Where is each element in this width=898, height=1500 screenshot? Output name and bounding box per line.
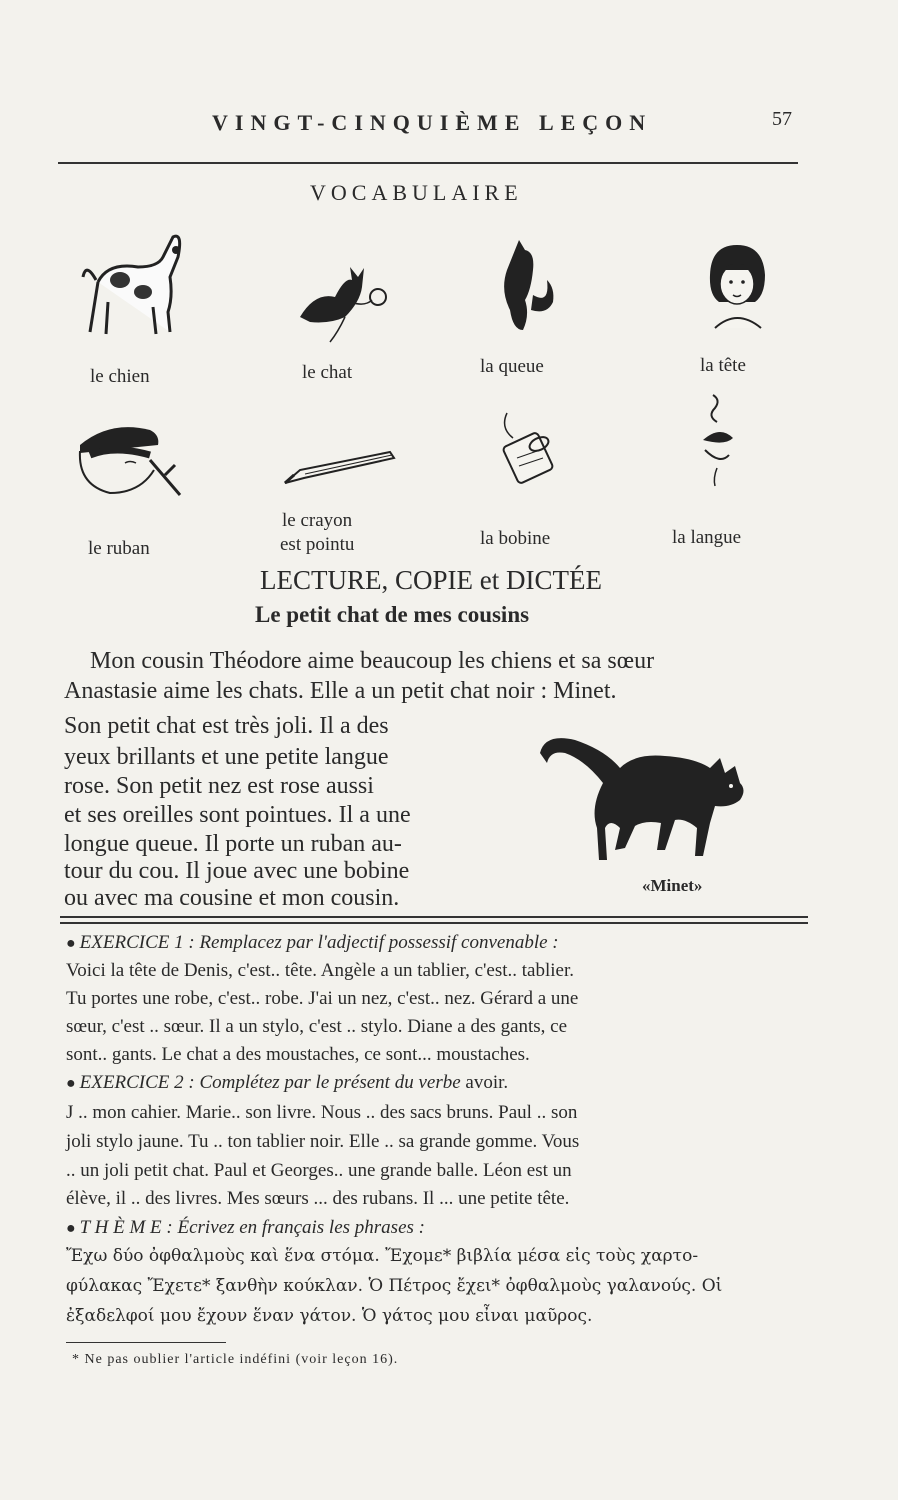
- section-rule-top: [60, 916, 808, 918]
- story-line: ou avec ma cousine et mon cousin.: [64, 885, 400, 911]
- spool-illustration: [495, 408, 565, 493]
- vocab-label-langue: la langue: [672, 527, 742, 548]
- story-line: Son petit chat est très joli. Il a des: [64, 713, 389, 739]
- exercise-1-line: Tu portes une robe, c'est.. robe. J'ai un nez, c'est.. nez. Gérard a une: [66, 988, 579, 1009]
- exercise-1-heading: [66, 932, 559, 954]
- exercise-2-line: joli stylo jaune. Tu .. ton tablier noir. Elle .. sa grande gomme. Vous: [66, 1131, 580, 1152]
- exercise-1-line: sœur, c'est .. sœur. Il a un stylo, c'est .. stylo. Diane a des gants, ce: [66, 1016, 568, 1037]
- vocab-label-pointu: est pointu: [280, 534, 355, 555]
- story-line: rose. Son petit nez est rose aussi: [64, 773, 374, 799]
- page-number: 57: [772, 108, 792, 130]
- vocab-label-chien: le chien: [90, 366, 150, 387]
- vocab-label-crayon: le crayon: [282, 510, 353, 531]
- vocab-label-queue: la queue: [480, 356, 544, 377]
- story-line: et ses oreilles sont pointues. Il a une: [64, 802, 411, 828]
- theme-line: Ἔχω δύο ὀφθαλμοὺς καὶ ἕνα στόμα. Ἔχομε* βιβλία μέσα εἰς τοὺς χαρτο-: [66, 1246, 699, 1266]
- footnote: * Ne pas oublier l'article indéfini (voir leçon 16).: [72, 1352, 399, 1367]
- exercise-1-line: Voici la tête de Denis, c'est.. tête. Angèle a un tablier, c'est.. tablier.: [66, 960, 575, 981]
- kitten-playing-illustration: [290, 262, 400, 347]
- theme-line: φύλακας Ἔχετε* ξανθὴν κούκλαν. Ὁ Πέτρος ἔχει* ὀφθαλμοὺς γαλανούς. Οἱ: [66, 1276, 723, 1296]
- bullet-icon: ●: [66, 1220, 76, 1237]
- exercise-2-line: .. un joli petit chat. Paul et Georges.. une grande balle. Léon est un: [66, 1160, 572, 1181]
- story-title: Le petit chat de mes cousins: [255, 602, 530, 627]
- theme-line: ἐξαδελφοί μου ἔχουν ἕναν γάτον. Ὁ γάτος μου εἶναι μαῦρος.: [66, 1306, 593, 1326]
- black-cat-minet-illustration: [535, 728, 760, 863]
- story-line: longue queue. Il porte un ruban au-: [64, 831, 402, 857]
- girl-head-illustration: [705, 240, 770, 332]
- story-line: Mon cousin Théodore aime beaucoup les chiens et sa sœur: [90, 648, 655, 674]
- bullet-icon: ●: [66, 1075, 76, 1092]
- sharp-pencil-illustration: [280, 448, 400, 488]
- girl-ribbon-illustration: [70, 415, 185, 500]
- exercise-2-instruction: Complétez par le présent du verbe: [199, 1072, 461, 1093]
- exercise-1-label: EXERCICE 1 :: [79, 932, 195, 953]
- dog-illustration: [78, 222, 188, 347]
- exercise-2-verb: avoir.: [465, 1072, 509, 1093]
- exercise-2-line: J .. mon cahier. Marie.. son livre. Nous .. des sacs bruns. Paul .. son: [66, 1102, 578, 1123]
- exercise-2-line: élève, il .. des livres. Mes sœurs ... des rubans. Il ... une petite tête.: [66, 1188, 570, 1209]
- story-line: yeux brillants et une petite langue: [64, 744, 389, 770]
- exercise-2-label: EXERCICE 2 :: [79, 1072, 195, 1093]
- vocab-label-bobine: la bobine: [480, 528, 551, 549]
- header-rule: [58, 162, 798, 164]
- theme-instruction: Écrivez en français les phrases :: [177, 1217, 425, 1238]
- footnote-rule: [66, 1342, 226, 1343]
- tongue-illustration: [695, 390, 745, 490]
- section-rule-bottom: [60, 922, 808, 924]
- minet-caption: «Minet»: [642, 876, 703, 895]
- exercise-1-instruction: Remplacez par l'adjectif possessif convenable :: [199, 932, 559, 953]
- exercise-2-heading: [66, 1072, 508, 1094]
- exercise-1-line: sont.. gants. Le chat a des moustaches, ce sont... moustaches.: [66, 1044, 530, 1065]
- story-line: tour du cou. Il joue avec une bobine: [64, 858, 410, 884]
- vocab-label-tete: la tête: [700, 355, 746, 376]
- vocabulary-heading: VOCABULAIRE: [310, 180, 523, 205]
- lecture-heading: LECTURE, COPIE et DICTÉE: [260, 565, 602, 595]
- bullet-icon: ●: [66, 935, 76, 952]
- vocab-label-ruban: le ruban: [88, 538, 150, 559]
- vocab-label-chat: le chat: [302, 362, 353, 383]
- theme-label: T H È M E :: [79, 1217, 173, 1238]
- cat-tail-illustration: [495, 240, 565, 335]
- page-header-title: VINGT-CINQUIÈME LEÇON: [212, 110, 653, 135]
- theme-heading: [66, 1217, 425, 1239]
- story-line: Anastasie aime les chats. Elle a un petit chat noir : Minet.: [64, 678, 617, 704]
